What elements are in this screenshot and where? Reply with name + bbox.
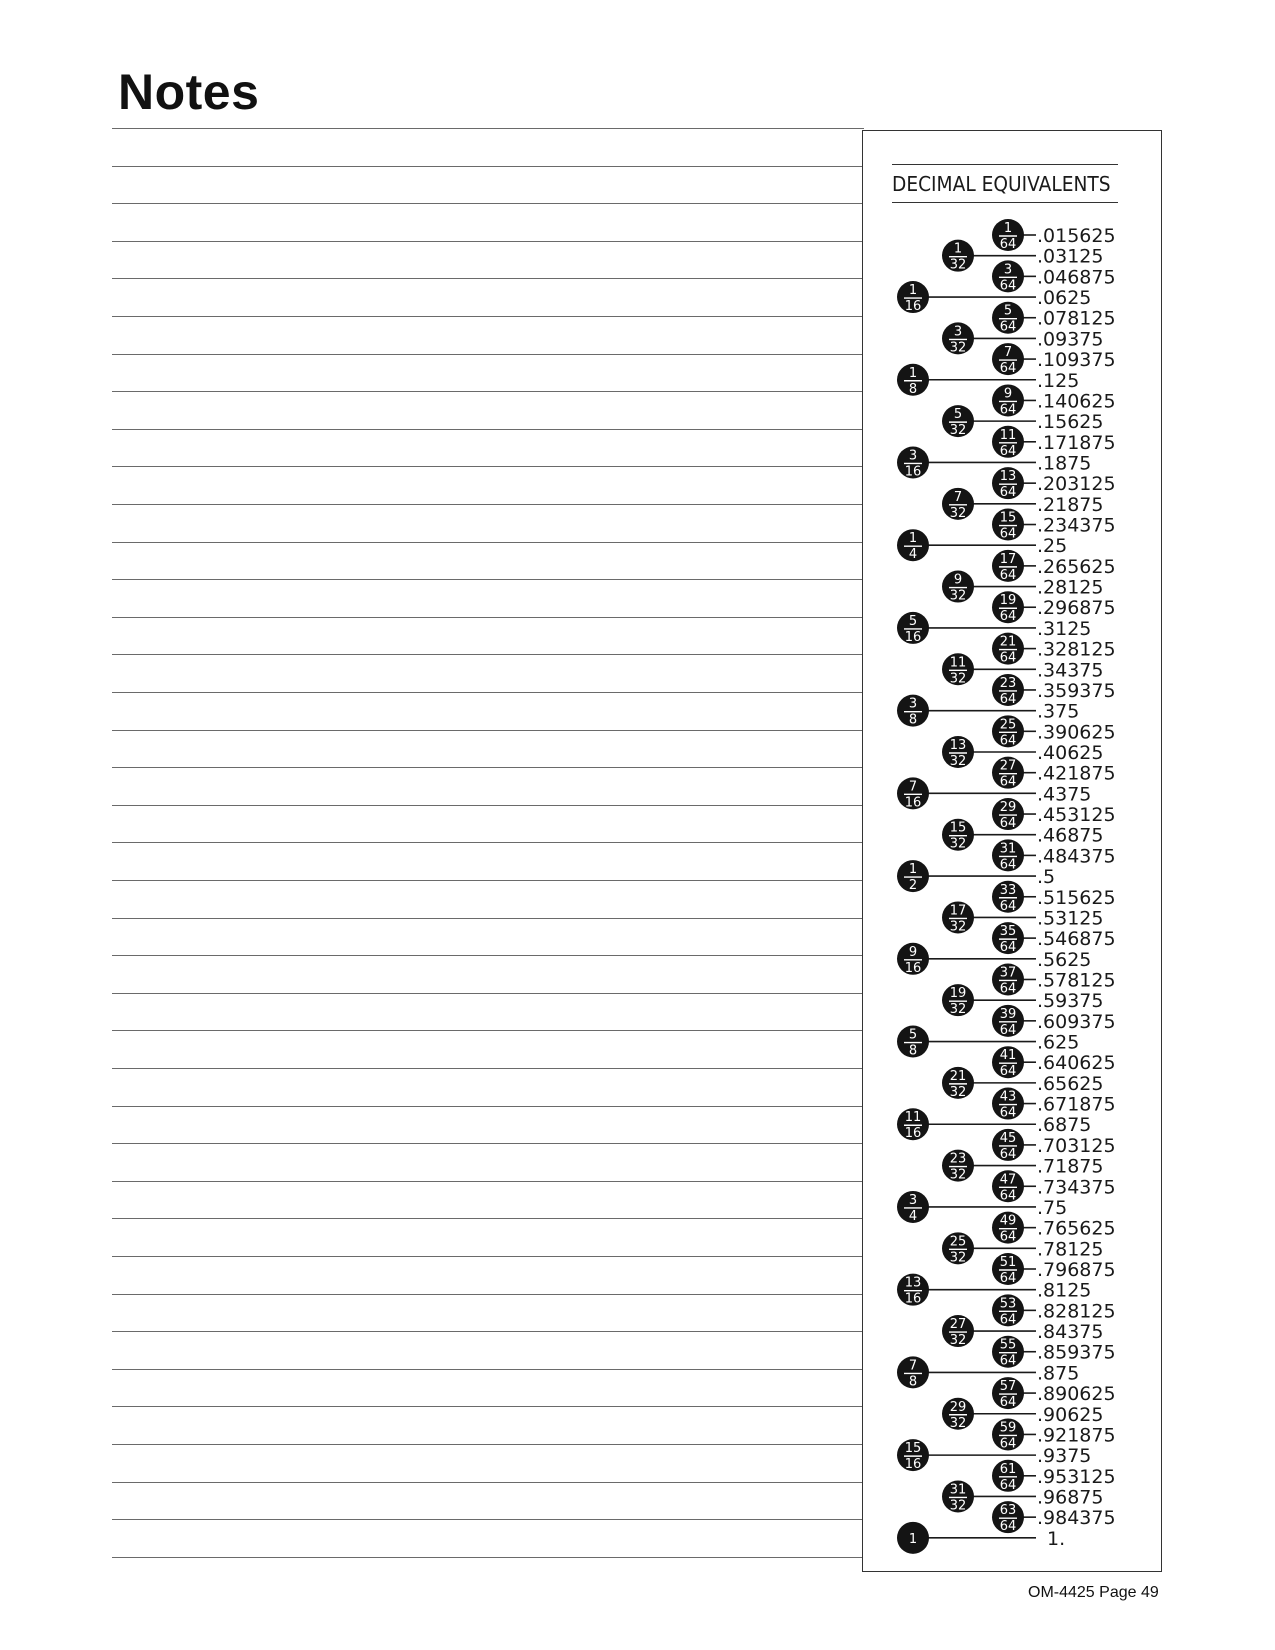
decimal-value: .90625 — [1037, 1403, 1104, 1426]
decimal-value: .375 — [1037, 700, 1080, 723]
fraction-numerator: 37 — [999, 965, 1017, 981]
decimal-value: .46875 — [1037, 824, 1104, 847]
decimal-value: .734375 — [1037, 1176, 1116, 1199]
fraction-denominator: 32 — [949, 1250, 967, 1266]
decimal-value: .796875 — [1037, 1259, 1116, 1281]
fraction-denominator: 32 — [949, 1415, 967, 1431]
note-line — [112, 1181, 864, 1182]
note-line — [112, 1406, 864, 1407]
decimal-value: .25 — [1037, 535, 1068, 558]
decimal-value: .6875 — [1037, 1114, 1092, 1137]
decimal-value: .265625 — [1037, 555, 1116, 578]
decimal-value: .515625 — [1037, 886, 1116, 909]
fraction-denominator: 32 — [949, 919, 967, 935]
decimal-value: .140625 — [1037, 390, 1116, 413]
decimal-value: .921875 — [1037, 1424, 1116, 1447]
fraction-numerator: 51 — [999, 1255, 1017, 1270]
fraction-numerator: 25 — [999, 717, 1017, 733]
fraction-denominator: 16 — [904, 464, 922, 480]
fraction-denominator: 64 — [999, 1022, 1017, 1038]
note-line — [112, 466, 864, 467]
fraction-denominator: 16 — [904, 299, 922, 315]
fraction-numerator: 1 — [1003, 221, 1013, 236]
note-line — [112, 880, 864, 881]
fraction-denominator: 64 — [999, 1312, 1017, 1328]
fraction-numerator: 41 — [999, 1048, 1017, 1064]
fraction-numerator: 31 — [949, 1482, 967, 1498]
decimal-value: .359375 — [1037, 679, 1116, 702]
decimal-value: .484375 — [1037, 845, 1116, 868]
fraction-numerator: 55 — [999, 1337, 1017, 1353]
fraction-numerator: 63 — [999, 1503, 1017, 1519]
decimal-value: .71875 — [1037, 1155, 1104, 1178]
decimal-value: .828125 — [1037, 1300, 1116, 1323]
fraction-denominator: 16 — [904, 960, 922, 976]
fraction-numerator: 7 — [908, 1358, 918, 1374]
fraction-denominator: 32 — [949, 1084, 967, 1100]
decimal-value: .0625 — [1037, 287, 1092, 310]
fraction-denominator: 64 — [999, 278, 1017, 294]
fraction-denominator: 16 — [904, 1291, 922, 1307]
decimal-value: .75 — [1037, 1196, 1068, 1219]
fraction-denominator: 32 — [949, 671, 967, 687]
decimal-value: .234375 — [1037, 514, 1116, 537]
fraction-denominator: 32 — [949, 257, 967, 273]
decimal-value: .546875 — [1037, 928, 1116, 951]
fraction-numerator: 29 — [999, 800, 1017, 816]
note-line — [112, 429, 864, 430]
fraction-numerator: 9 — [1003, 386, 1013, 402]
fraction-numerator: 3 — [1003, 262, 1013, 278]
note-line — [112, 730, 864, 731]
note-line — [112, 241, 864, 242]
decimal-value: .453125 — [1037, 804, 1116, 827]
fraction-denominator: 8 — [908, 1043, 918, 1059]
decimal-value: .671875 — [1037, 1093, 1116, 1116]
fraction-denominator: 4 — [908, 1208, 918, 1224]
fraction-denominator: 64 — [999, 402, 1017, 418]
fraction-denominator: 8 — [908, 381, 918, 397]
fraction-numerator: 27 — [999, 758, 1017, 774]
fraction-denominator: 8 — [908, 1374, 918, 1390]
fraction-denominator: 64 — [999, 443, 1017, 459]
note-line — [112, 1068, 864, 1069]
fraction-numerator: 3 — [953, 324, 963, 340]
decimal-value: .578125 — [1037, 969, 1116, 992]
note-line — [112, 805, 864, 806]
decimal-value: .125 — [1037, 369, 1080, 392]
fraction-denominator: 64 — [999, 1395, 1017, 1411]
fraction-denominator: 32 — [949, 340, 967, 356]
fraction-denominator: 64 — [999, 857, 1017, 873]
fraction-numerator: 59 — [999, 1420, 1017, 1436]
note-line — [112, 391, 864, 392]
decimal-value: 1. — [1047, 1527, 1066, 1550]
fraction-numerator: 13 — [904, 1275, 922, 1291]
fraction-denominator: 64 — [999, 1105, 1017, 1121]
fraction-denominator: 2 — [908, 878, 918, 894]
fraction-numerator: 5 — [908, 1027, 918, 1043]
note-line — [112, 1557, 864, 1558]
fraction-numerator: 17 — [999, 551, 1017, 567]
fraction-numerator: 1 — [908, 531, 918, 547]
fraction-denominator: 64 — [999, 567, 1017, 583]
note-line — [112, 203, 864, 204]
fraction-numerator: 11 — [904, 1110, 922, 1126]
fraction-denominator: 64 — [999, 1353, 1017, 1369]
decimal-value: .328125 — [1037, 638, 1116, 661]
note-line — [112, 504, 864, 505]
decimal-value: .296875 — [1037, 597, 1116, 620]
fraction-denominator: 32 — [949, 1002, 967, 1018]
fraction-numerator: 7 — [908, 779, 918, 795]
fraction-denominator: 32 — [949, 505, 967, 521]
fraction-denominator: 64 — [999, 1271, 1017, 1286]
fraction-row — [897, 860, 1055, 893]
decimal-value: .984375 — [1037, 1507, 1116, 1530]
fraction-numerator: 53 — [999, 1296, 1017, 1312]
fraction-denominator: 64 — [999, 1064, 1017, 1080]
note-line — [112, 1106, 864, 1107]
note-line — [112, 579, 864, 580]
fraction-numerator: 5 — [1003, 303, 1013, 319]
note-line — [112, 1331, 864, 1332]
note-line — [112, 842, 864, 843]
decimal-value: .5 — [1037, 866, 1056, 889]
fraction-denominator: 8 — [908, 712, 918, 728]
note-line — [112, 1369, 864, 1370]
fraction-numerator: 11 — [949, 655, 967, 671]
decimal-value: .015625 — [1037, 225, 1116, 247]
fraction-denominator: 64 — [999, 526, 1017, 542]
note-line — [112, 316, 864, 317]
fraction-denominator: 4 — [908, 547, 918, 563]
fraction-numerator: 21 — [949, 1068, 967, 1084]
note-line — [112, 1444, 864, 1445]
fraction-numerator: 19 — [949, 986, 967, 1002]
decimal-value: .859375 — [1037, 1341, 1116, 1364]
note-line — [112, 654, 864, 655]
note-line — [112, 1256, 864, 1257]
fraction-numerator: 25 — [949, 1234, 967, 1250]
note-line — [112, 1030, 864, 1031]
decimal-value: .625 — [1037, 1031, 1080, 1054]
fraction-denominator: 64 — [999, 1519, 1017, 1535]
decimal-value: .765625 — [1037, 1217, 1116, 1240]
fraction-numerator: 29 — [949, 1399, 967, 1415]
fraction-numerator: 39 — [999, 1006, 1017, 1022]
decimal-value: .5625 — [1037, 948, 1092, 971]
note-line — [112, 1482, 864, 1483]
decimal-value: .1875 — [1037, 452, 1092, 475]
page-title: Notes — [118, 64, 260, 120]
note-line — [112, 955, 864, 956]
decimal-value: .703125 — [1037, 1134, 1116, 1157]
decimal-value: .59375 — [1037, 990, 1104, 1013]
note-line — [112, 692, 864, 693]
fraction-numerator: 27 — [949, 1317, 967, 1333]
fraction-numerator: 1 — [908, 365, 918, 381]
fraction-denominator: 64 — [999, 981, 1017, 997]
decimal-value: .046875 — [1037, 266, 1116, 289]
decimal-value: .03125 — [1037, 245, 1104, 268]
panel-title: DECIMAL EQUIVALENTS — [892, 164, 1118, 203]
decimal-value: .9375 — [1037, 1445, 1092, 1468]
fraction-denominator: 32 — [949, 754, 967, 769]
decimal-value: .875 — [1037, 1362, 1080, 1385]
fraction-denominator: 64 — [999, 733, 1017, 749]
fraction-numerator: 7 — [1003, 345, 1013, 361]
note-line — [112, 617, 864, 618]
note-line — [112, 278, 864, 279]
fraction-numerator: 33 — [999, 882, 1017, 898]
fraction-numerator: 9 — [908, 944, 918, 960]
fraction-numerator: 19 — [999, 593, 1017, 609]
fraction-denominator: 64 — [999, 1477, 1017, 1493]
decimal-value: .65625 — [1037, 1072, 1104, 1095]
decimal-value: .96875 — [1037, 1486, 1104, 1509]
decimal-value: .40625 — [1037, 742, 1104, 764]
fraction-numerator: 9 — [953, 572, 963, 588]
decimal-value: .390625 — [1037, 721, 1116, 744]
fraction-numerator: 11 — [999, 427, 1017, 443]
fraction-numerator: 57 — [999, 1379, 1017, 1395]
page-footer: OM-4425 Page 49 — [1028, 1584, 1159, 1601]
decimal-value: .84375 — [1037, 1321, 1104, 1344]
note-line — [112, 1519, 864, 1520]
fraction-numerator: 61 — [999, 1461, 1017, 1477]
note-line — [112, 918, 864, 919]
fraction-denominator: 32 — [949, 1333, 967, 1349]
fraction-numerator: 1 — [908, 283, 918, 299]
note-line — [112, 1143, 864, 1144]
fraction-numerator: 13 — [999, 469, 1017, 485]
decimal-value: .15625 — [1037, 411, 1104, 434]
fraction-denominator: 64 — [999, 609, 1017, 625]
fraction-numerator: 17 — [949, 903, 967, 919]
decimal-value: .421875 — [1037, 762, 1116, 785]
fraction-denominator: 64 — [999, 898, 1017, 914]
fraction-denominator: 16 — [904, 629, 922, 645]
fraction-numerator: 7 — [953, 489, 963, 505]
fraction-numerator: 43 — [999, 1089, 1017, 1105]
fraction-denominator: 16 — [904, 795, 922, 811]
fraction-numerator: 31 — [999, 841, 1017, 857]
fraction-denominator: 64 — [999, 940, 1017, 956]
fraction-denominator: 64 — [999, 691, 1017, 707]
fraction-denominator: 16 — [904, 1126, 922, 1142]
decimal-value: .78125 — [1037, 1238, 1104, 1261]
fraction-denominator: 32 — [949, 423, 967, 439]
decimal-value: .890625 — [1037, 1383, 1116, 1406]
note-line — [112, 354, 864, 355]
fraction-numerator: 3 — [908, 448, 918, 464]
fraction-denominator: 64 — [999, 650, 1017, 666]
decimal-value: .8125 — [1037, 1279, 1092, 1302]
fraction-numerator: 15 — [999, 510, 1017, 526]
fraction-numerator: 3 — [908, 1192, 918, 1208]
fraction-denominator: 64 — [999, 1436, 1017, 1452]
fraction-denominator: 64 — [999, 319, 1017, 335]
decimal-value: .53125 — [1037, 907, 1104, 930]
fraction-denominator: 32 — [949, 588, 967, 604]
fraction-numerator: 23 — [999, 675, 1017, 691]
fraction-denominator: 64 — [999, 1188, 1017, 1204]
fraction-denominator: 64 — [999, 361, 1017, 377]
fraction-denominator: 64 — [999, 1229, 1017, 1245]
decimal-value: .640625 — [1037, 1052, 1116, 1075]
decimal-equivalents-panel — [862, 130, 1162, 1572]
fraction-denominator: 64 — [999, 774, 1017, 790]
note-line — [112, 542, 864, 543]
note-line — [112, 993, 864, 994]
fraction-numerator: 13 — [949, 738, 967, 753]
fraction-denominator: 32 — [949, 1498, 967, 1514]
decimal-value: .4375 — [1037, 783, 1092, 806]
fraction-numerator: 5 — [953, 407, 963, 423]
fraction-numerator: 45 — [999, 1130, 1017, 1146]
fraction-denominator: 64 — [999, 485, 1017, 501]
fraction-numerator: 15 — [949, 820, 967, 836]
note-line — [112, 128, 864, 129]
decimal-value: .609375 — [1037, 1010, 1116, 1033]
decimal-value: .109375 — [1037, 349, 1116, 372]
fraction-numerator: 5 — [908, 613, 918, 629]
decimal-value: .953125 — [1037, 1465, 1116, 1488]
decimal-value: .09375 — [1037, 328, 1104, 351]
fraction-numerator: 3 — [908, 696, 918, 712]
fraction-numerator: 1 — [908, 862, 918, 878]
fraction-numerator: 35 — [999, 924, 1017, 940]
note-line — [112, 166, 864, 167]
decimal-value: .34375 — [1037, 659, 1104, 682]
fraction-numerator: 15 — [904, 1441, 922, 1457]
decimal-value: .171875 — [1037, 431, 1116, 454]
note-line — [112, 1294, 864, 1295]
fraction-numerator: 47 — [999, 1172, 1017, 1188]
fraction-numerator: 23 — [949, 1151, 967, 1167]
notes-ruled-area — [112, 128, 864, 1568]
fraction-whole: 1 — [908, 1531, 918, 1547]
note-line — [112, 767, 864, 768]
fraction-denominator: 64 — [999, 816, 1017, 832]
fraction-numerator: 1 — [953, 241, 963, 257]
fraction-numerator: 21 — [999, 634, 1017, 650]
decimal-value: .078125 — [1037, 307, 1116, 330]
fraction-numerator: 49 — [999, 1213, 1017, 1229]
decimal-value: .21875 — [1037, 493, 1104, 516]
fraction-denominator: 32 — [949, 1167, 967, 1183]
decimal-equivalents-scale — [863, 131, 1161, 1569]
fraction-denominator: 64 — [999, 237, 1017, 252]
decimal-value: .28125 — [1037, 576, 1104, 599]
fraction-denominator: 16 — [904, 1457, 922, 1473]
fraction-denominator: 32 — [949, 836, 967, 852]
note-line — [112, 1218, 864, 1219]
fraction-denominator: 64 — [999, 1146, 1017, 1162]
decimal-value: .3125 — [1037, 617, 1092, 640]
decimal-value: .203125 — [1037, 473, 1116, 496]
